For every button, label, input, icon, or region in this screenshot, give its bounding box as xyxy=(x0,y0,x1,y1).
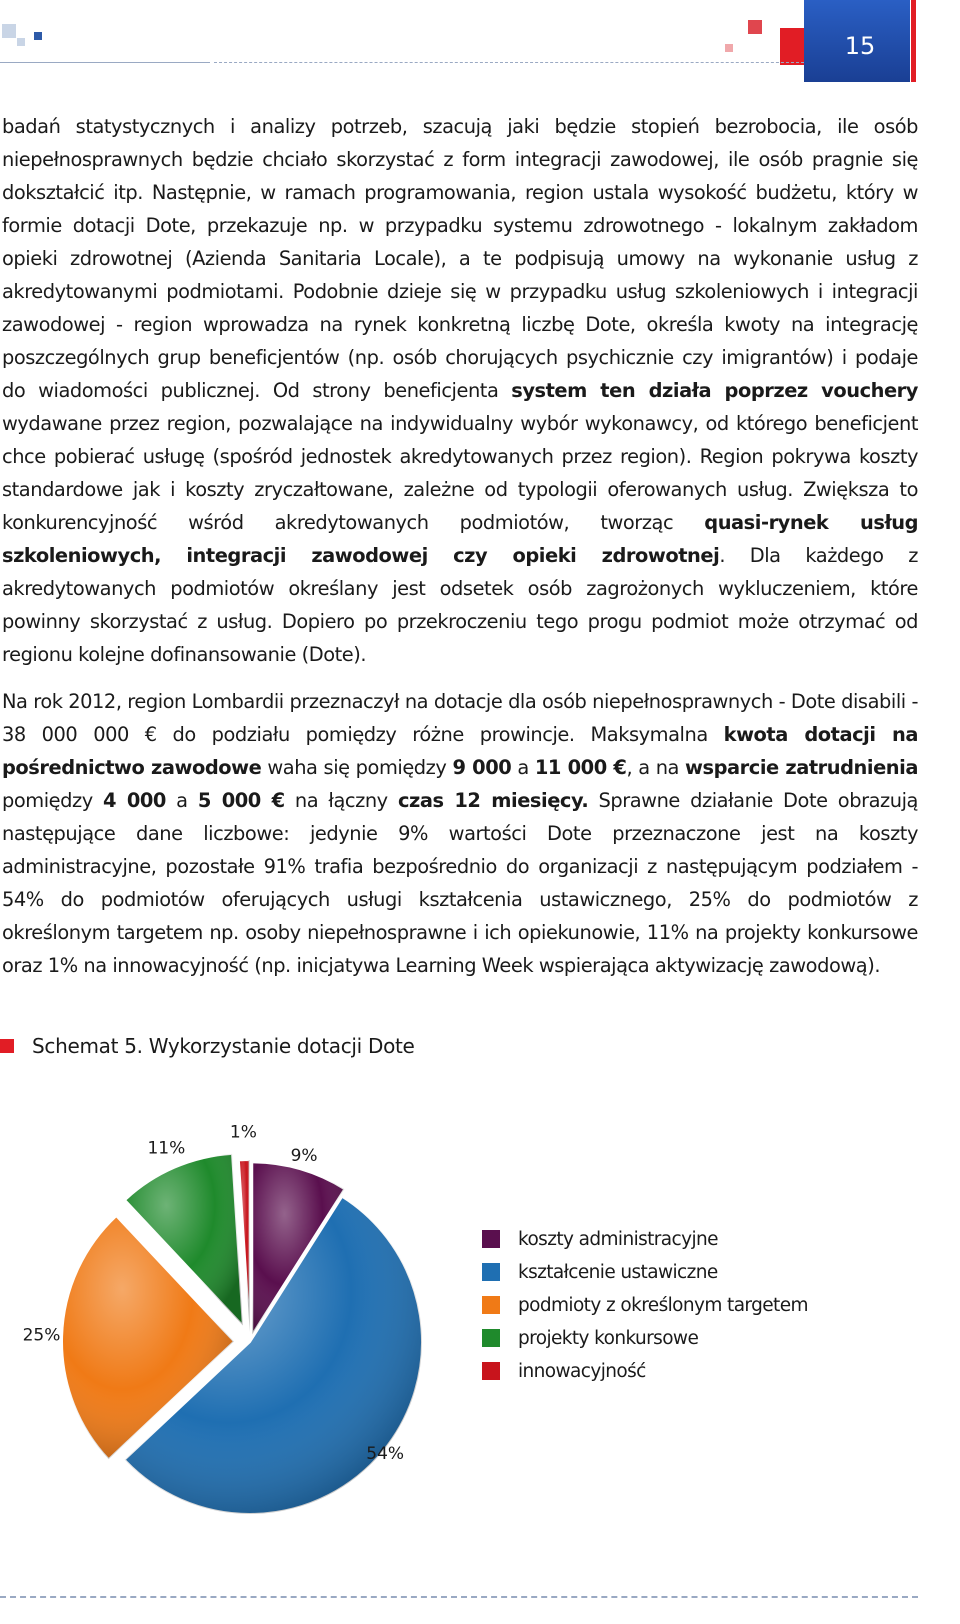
bold-run: czas 12 miesięcy. xyxy=(397,789,589,812)
pie-value-label: 9% xyxy=(290,1145,318,1166)
text-run: , a na xyxy=(626,756,686,779)
legend-label: innowacyjność xyxy=(518,1361,646,1382)
text-run: na łączny xyxy=(284,789,398,812)
bold-run: wsparcie zatrudnienia xyxy=(685,756,918,779)
text-run: a xyxy=(511,756,535,779)
legend-label: kształcenie ustawiczne xyxy=(518,1262,718,1283)
decorative-square xyxy=(17,38,25,46)
decorative-square xyxy=(725,44,733,52)
bold-run: 11 000 € xyxy=(534,756,627,779)
pie-value-label: 54% xyxy=(366,1443,405,1464)
header-divider xyxy=(0,62,210,63)
legend-swatch xyxy=(482,1362,500,1380)
header-divider-dashed xyxy=(214,62,804,63)
bold-run: 9 000 xyxy=(452,756,512,779)
bold-run: 4 000 xyxy=(102,789,166,812)
decorative-square xyxy=(34,32,42,40)
text-run: pomiędzy xyxy=(2,789,103,812)
legend-swatch xyxy=(482,1296,500,1314)
bold-run: quasi-rynek usług szkoleniowych, integracji zawodowej czy opieki zdrowotnej xyxy=(2,511,918,567)
page-header xyxy=(0,0,960,86)
legend-label: projekty konkursowe xyxy=(518,1328,699,1349)
pie-value-label: 1% xyxy=(229,1122,257,1143)
legend-label: koszty administracyjne xyxy=(518,1229,718,1250)
footer-divider xyxy=(0,1596,918,1598)
legend-swatch xyxy=(482,1230,500,1248)
text-run: Na rok 2012, region Lombardii przeznaczył na dotacje dla osób niepełnosprawnych - Dote disabili - 38 000 000 € do podziału pomiędzy różne prowincje. Maksymalna xyxy=(2,690,918,746)
chart-legend xyxy=(482,1229,808,1382)
text-run: wydawane przez region, pozwalające na indywidualny wybór wykonawcy, od którego beneficjent chce pobierać usługę (spośród jednostek akredytowanych przez region). Region pokrywa koszty standardowe jak i koszty zryczałtowane, zależne od typologii oferowanych usług. Zwiększa to konkurencyjność wśród akredytowanych podmiotów, tworząc xyxy=(2,412,918,534)
pie-value-label: 25% xyxy=(22,1325,61,1346)
paragraph-2 xyxy=(2,685,918,982)
text-run: Sprawne działanie Dote obrazują następujące dane liczbowe: jedynie 9% wartości Dote przeznaczone jest na koszty administracyjne, pozostałe 91% trafia bezpośrednio do organizacji z następującym podziałem - 54% do podmiotów oferujących usługi kształcenia ustawicznego, 25% do podmiotów z określonym targetem np. osoby niepełnosprawne i ich opiekunowie, 11% na projekty konkursowe oraz 1% na innowacyjność (np. inicjatywa Learning Week wspierająca aktywizację zawodową). xyxy=(2,789,918,977)
body-text xyxy=(2,110,918,982)
paragraph-1 xyxy=(2,110,918,671)
page-edge-strip xyxy=(911,0,916,82)
bold-run: kwota dotacji na pośrednictwo zawodowe xyxy=(2,723,918,779)
page-number: 15 xyxy=(844,32,876,60)
bold-run: system ten działa poprzez vouchery xyxy=(511,379,918,402)
decorative-square xyxy=(2,24,16,38)
text-run: . Dla każdego z akredytowanych podmiotów określany jest odsetek osób zagrożonych wykluczeniem, które powinny skorzystać z usług. Dopiero po przekroczeniu tego progu podmiot może otrzymać od regionu kolejne dofinansowanie (Dote). xyxy=(2,544,918,666)
bold-run: 5 000 € xyxy=(197,789,285,812)
schema-caption xyxy=(0,1030,415,1062)
caption-marker xyxy=(0,1039,14,1053)
schema-label: Schemat 5. Wykorzystanie dotacji Dote xyxy=(32,1034,415,1058)
pie-value-label: 11% xyxy=(147,1138,186,1159)
decorative-square xyxy=(748,20,762,34)
legend-swatch xyxy=(482,1263,500,1281)
text-run: waha się pomiędzy xyxy=(261,756,453,779)
pie-chart xyxy=(0,1080,960,1540)
legend-swatch xyxy=(482,1329,500,1347)
text-run: a xyxy=(165,789,198,812)
legend-label: podmioty z określonym targetem xyxy=(518,1295,808,1316)
text-run: badań statystycznych i analizy potrzeb, szacują jaki będzie stopień bezrobocia, ile osób niepełnosprawnych będzie chciało skorzystać z form integracji zawodowej, ile osób pragnie się dokształcić itp. Następnie, w ramach programowania, region ustala wysokość budżetu, który w formie dotacji Dote, przekazuje np. w przypadku systemu zdrowotnego - lokalnym zakładom opieki zdrowotnej (Azienda Sanitaria Locale), a te podpisują umowy na wykonanie usług z akredytowanymi podmiotami. Podobnie dzieje się w przypadku usług szkoleniowych i integracji zawodowej - region wprowadza na rynek konkretną liczbę Dote, określa kwoty na integrację poszczególnych grup beneficjentów (np. osób chorujących psychicznie czy imigrantów) i podaje do wiadomości publicznej. Od strony beneficjenta xyxy=(2,115,918,402)
